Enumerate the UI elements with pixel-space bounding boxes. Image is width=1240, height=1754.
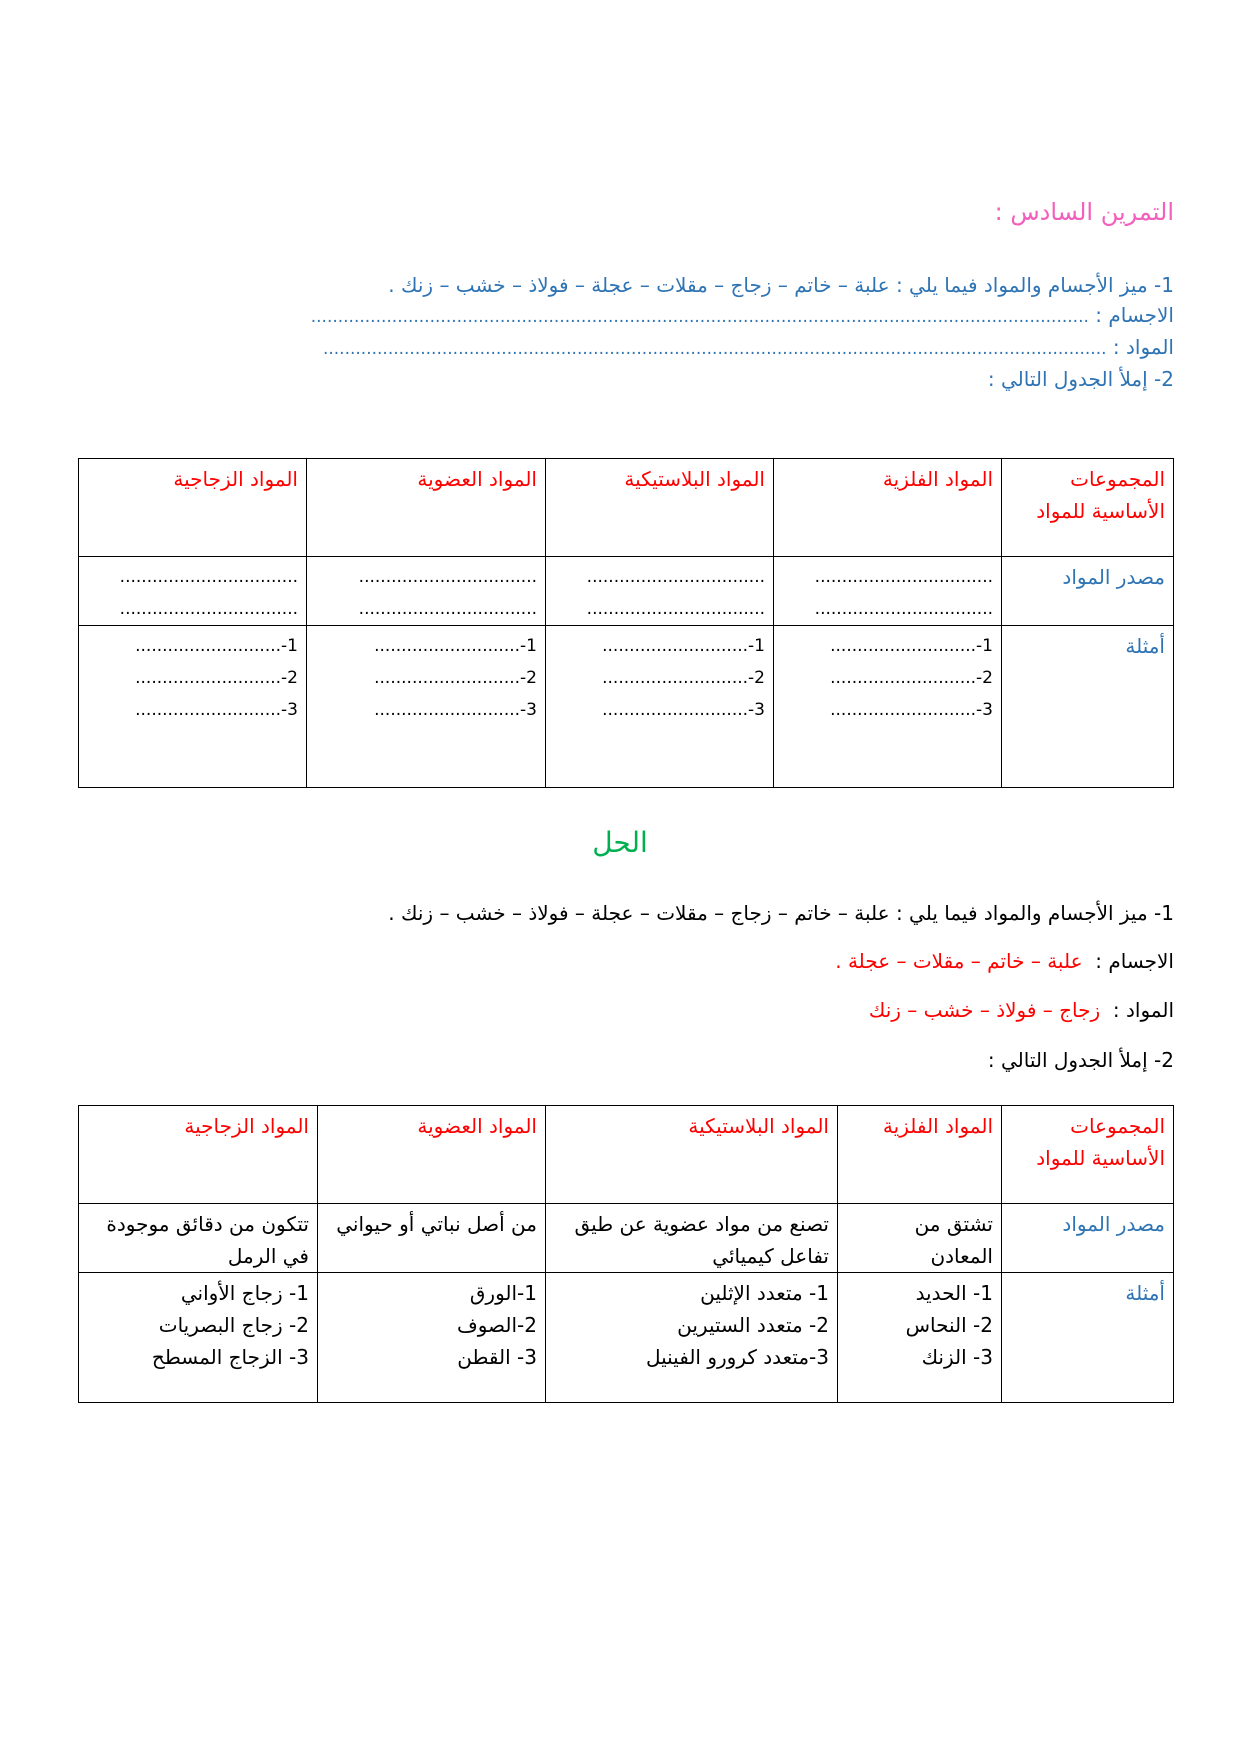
solution-header-row [79, 1106, 1174, 1204]
materials-label: المواد : [1106, 335, 1174, 359]
source-blank-organic[interactable]: ................................. ................................. [307, 557, 546, 626]
materials-blank[interactable]: ................................................................................................................................................. [322, 339, 1107, 359]
exercise-title: التمرين السادس : [994, 198, 1174, 226]
solution-header-plastic: المواد البلاستيكية [546, 1106, 838, 1204]
solution-materials-label: المواد : [1112, 998, 1174, 1022]
list-item: 3- الزنك [921, 1345, 993, 1369]
solution-question-1: 1- ميز الأجسام والمواد فيما يلي : علبة – خاتم – زجاج – مقلات – عجلة – فولاذ – خشب – زنك . [388, 901, 1174, 925]
list-item: 1- زجاج الأواني [180, 1281, 309, 1305]
solution-bodies-label: الاجسام : [1095, 949, 1174, 973]
list-item: 3- القطن [457, 1345, 537, 1369]
exercise-question-2: 2- إملأ الجدول التالي : [987, 367, 1174, 391]
solution-header-metallic: المواد الفلزية [838, 1106, 1002, 1204]
solution-header-organic: المواد العضوية [318, 1106, 546, 1204]
list-item: 3-متعدد كرورو الفينيل [645, 1345, 829, 1369]
exercise-header-row [79, 459, 1174, 557]
solution-bodies-line [66, 946, 1174, 976]
solution-title: الحل [592, 826, 648, 859]
exercise-bodies-line [66, 300, 1174, 332]
header-plastic: المواد البلاستيكية [546, 459, 774, 557]
solution-examples-glass [79, 1273, 318, 1403]
solution-examples-label: أمثلة [1002, 1273, 1174, 1403]
list-item: 2- زجاج البصريات [158, 1313, 309, 1337]
bodies-blank[interactable]: ................................................................................................................................................ [310, 307, 1089, 327]
solution-source-glass: تتكون من دقائق موجودة في الرمل [79, 1204, 318, 1273]
source-blank-plastic[interactable]: ................................. ................................. [546, 557, 774, 626]
list-item: 1- الحديد [915, 1281, 993, 1305]
exercise-question-1: 1- ميز الأجسام والمواد فيما يلي : علبة – خاتم – زجاج – مقلات – عجلة – فولاذ – خشب – زنك . [388, 273, 1174, 297]
exercise-examples-row [79, 626, 1174, 788]
solution-bodies-answer: علبة – خاتم – مقلات – عجلة . [835, 949, 1083, 973]
solution-source-metallic: تشتق من المعادن [838, 1204, 1002, 1273]
header-glass: المواد الزجاجية [79, 459, 307, 557]
solution-table [78, 1105, 1174, 1403]
list-item: 1- متعدد الإثلين [700, 1281, 829, 1305]
examples-blank-organic[interactable]: 1-........................... 2-........................... 3-........................... [307, 626, 546, 788]
exercise-table [78, 458, 1174, 788]
list-item: 2-الصوف [456, 1313, 537, 1337]
examples-blank-metallic[interactable]: 1-........................... 2-........................... 3-........................... [774, 626, 1002, 788]
exercise-source-row [79, 557, 1174, 626]
solution-source-row [79, 1204, 1174, 1273]
source-blank-metallic[interactable]: ................................. ................................. [774, 557, 1002, 626]
solution-source-label: مصدر المواد [1002, 1204, 1174, 1273]
solution-source-organic: من أصل نباتي أو حيواني [318, 1204, 546, 1273]
solution-header-glass: المواد الزجاجية [79, 1106, 318, 1204]
header-organic: المواد العضوية [307, 459, 546, 557]
bodies-label: الاجسام : [1088, 303, 1174, 327]
list-item: 2- النحاس [905, 1313, 993, 1337]
solution-question-2: 2- إملأ الجدول التالي : [987, 1048, 1174, 1072]
header-groups: المجموعات الأساسية للمواد [1002, 459, 1174, 557]
solution-examples-plastic [546, 1273, 838, 1403]
exercise-materials-line [66, 332, 1174, 364]
source-label: مصدر المواد [1002, 557, 1174, 626]
examples-label: أمثلة [1002, 626, 1174, 788]
solution-source-plastic: تصنع من مواد عضوية عن طيق تفاعل كيميائي [546, 1204, 838, 1273]
list-item: 3- الزجاج المسطح [151, 1345, 309, 1369]
list-item: 2- متعدد الستيرين [677, 1313, 829, 1337]
solution-examples-metallic [838, 1273, 1002, 1403]
examples-blank-glass[interactable]: 1-........................... 2-........................... 3-........................... [79, 626, 307, 788]
examples-blank-plastic[interactable]: 1-........................... 2-........................... 3-........................... [546, 626, 774, 788]
solution-examples-row [79, 1273, 1174, 1403]
solution-examples-organic [318, 1273, 546, 1403]
list-item: 1-الورق [469, 1281, 537, 1305]
source-blank-glass[interactable]: ................................. ................................. [79, 557, 307, 626]
header-metallic: المواد الفلزية [774, 459, 1002, 557]
solution-materials-line [66, 995, 1174, 1025]
solution-materials-answer: زجاج – فولاذ – خشب – زنك [868, 998, 1101, 1022]
solution-header-groups: المجموعات الأساسية للمواد [1002, 1106, 1174, 1204]
